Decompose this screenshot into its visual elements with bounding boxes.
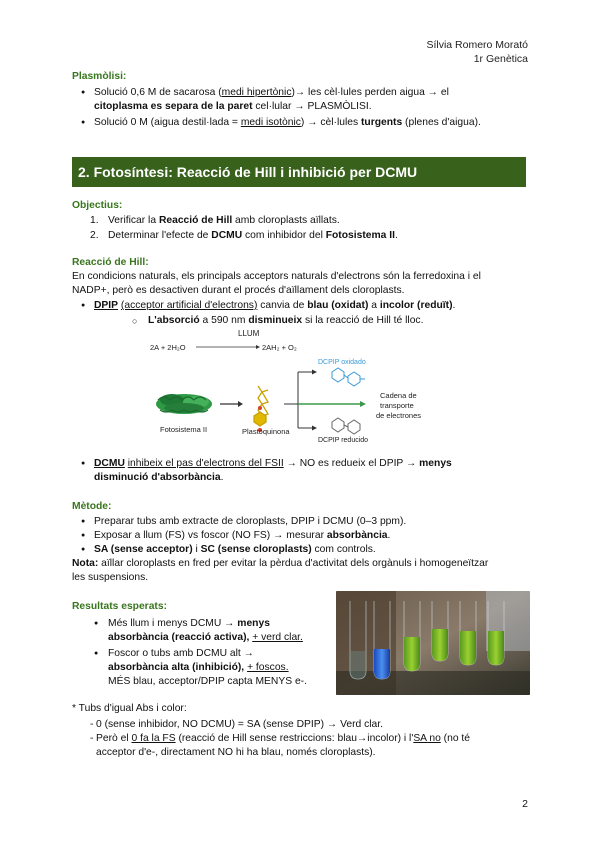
electron-chain-label-1: Cadena de bbox=[380, 391, 417, 400]
dcpip-reduced-label: DCPIP reducido bbox=[318, 437, 369, 442]
list-item: ● Preparar tubs amb extracte de cloroplasts, DPIP i DCMU (0–3 ppm). bbox=[72, 515, 528, 529]
green-tube-liquid bbox=[404, 637, 420, 671]
resultats-block bbox=[72, 600, 332, 689]
page-number: 2 bbox=[522, 798, 528, 810]
green-tube-liquid bbox=[488, 631, 504, 665]
list-item: ● SA (sense acceptor) i SC (sense cloroplasts) com controls. bbox=[72, 543, 528, 557]
equation-arrowhead bbox=[256, 345, 260, 349]
dcpip-reduced-molecule-icon bbox=[332, 418, 360, 434]
metode-note-cont: les suspensions. bbox=[72, 572, 149, 583]
list-item: ● Més llum i menys DCMU → menys absorbància (reacció activa), + verd clar. bbox=[72, 617, 332, 645]
electron-chain-label-3: de electrones bbox=[376, 411, 422, 420]
hill-paragraph-line2: NADP+, però es desactiven durant el procés d'aïllament dels cloroplasts. bbox=[72, 285, 405, 296]
list-item: ● DCMU inhibeix el pas d'electrons del FSII → NO es redueix el DPIP → menys disminució d'absorbància. bbox=[72, 457, 528, 485]
test-tubes-photo bbox=[336, 591, 530, 695]
hill-reaction-diagram bbox=[150, 330, 450, 442]
list-item: ● DPIP (acceptor artificial d'electrons) canvia de blau (oxidat) a incolor (reduït). bbox=[72, 299, 528, 313]
plastoquinone-icon bbox=[254, 386, 268, 432]
photosystem-ii-icon bbox=[156, 394, 212, 414]
plasmolisi-block bbox=[72, 70, 528, 130]
list-item: ● Exposar a llum (FS) vs foscor (NO FS) → mesurar absorbància. bbox=[72, 529, 528, 543]
list-item: ○ L'absorció a 590 nm disminueix si la reacció de Hill té lloc. bbox=[72, 314, 528, 328]
list-item: ● Solució 0 M (aigua destil·lada = medi isotònic) → cèl·lules turgents (plenes d'aigua). bbox=[72, 116, 528, 130]
list-item: ● Solució 0,6 M de sacarosa (medi hipertònic)→ les cèl·lules perden aigua → el citoplasma es separa de la paret cel·lular → PLASMÒLISI. bbox=[72, 86, 528, 114]
green-tube-liquid bbox=[432, 629, 448, 661]
green-tube-liquid bbox=[460, 631, 476, 665]
hill-paragraph-line1: En condicions naturals, els principals acceptors naturals d'electrons són la ferredoxina i el bbox=[72, 271, 481, 282]
plastoquinone-label: Plastoquinona bbox=[242, 427, 290, 436]
page-header bbox=[426, 38, 528, 66]
tubs-heading: * Tubs d'igual Abs i color: bbox=[72, 703, 187, 714]
electron-chain-label-2: transporte bbox=[380, 401, 414, 410]
list-item: ● Foscor o tubs amb DCMU alt → absorbància alta (inhibició), + foscos. MÉS blau, acceptor/DPIP capta MENYS e-. bbox=[72, 647, 332, 689]
objectius-block bbox=[72, 199, 528, 243]
list-item: 2. Determinar l'efecte de DCMU com inhibidor del Fotosistema II. bbox=[90, 230, 398, 241]
equation-right: 2AH₂ + O₂ bbox=[262, 343, 297, 352]
hill-heading: Reacció de Hill: bbox=[72, 257, 149, 268]
equation-light-label: LLUM bbox=[238, 330, 260, 338]
metode-note: Nota: aïllar cloroplasts en fred per evitar la pèrdua d'activitat dels orgànuls i homogeneïtzar bbox=[72, 558, 489, 569]
resultats-heading: Resultats esperats: bbox=[72, 601, 167, 612]
metode-block bbox=[72, 500, 528, 585]
tubs-block bbox=[72, 702, 528, 760]
blue-tube-liquid bbox=[374, 649, 390, 679]
list-item: 1. Verificar la Reacció de Hill amb cloroplasts aïllats. bbox=[90, 215, 340, 226]
dcpip-oxidized-label: DCPIP oxidado bbox=[318, 359, 366, 366]
hill-block bbox=[72, 256, 528, 328]
metode-heading: Mètode: bbox=[72, 501, 112, 512]
dcmu-bullet-block bbox=[72, 457, 528, 485]
photosystem-ii-label: Fotosistema II bbox=[160, 425, 208, 434]
author-name: Sílvia Romero Morató bbox=[426, 39, 528, 51]
list-item: - 0 (sense inhibidor, NO DCMU) = SA (sense DPIP) → Verd clar. bbox=[72, 718, 528, 732]
dcpip-oxidized-molecule-icon bbox=[332, 368, 365, 386]
equation-left: 2A + 2H₂O bbox=[150, 343, 186, 352]
plasmolisi-heading: Plasmòlisi: bbox=[72, 71, 127, 82]
objectius-heading: Objectius: bbox=[72, 200, 123, 211]
course-label: 1r Genètica bbox=[473, 53, 528, 65]
section-title-bar: 2. Fotosíntesi: Reacció de Hill i inhibició per DCMU bbox=[72, 157, 526, 187]
list-item: - Però el 0 fa la FS (reacció de Hill sense restriccions: blau→incolor) i l'SA no (no té acceptor d'e-, directament NO hi ha blau, només cloroplasts). bbox=[72, 732, 528, 760]
